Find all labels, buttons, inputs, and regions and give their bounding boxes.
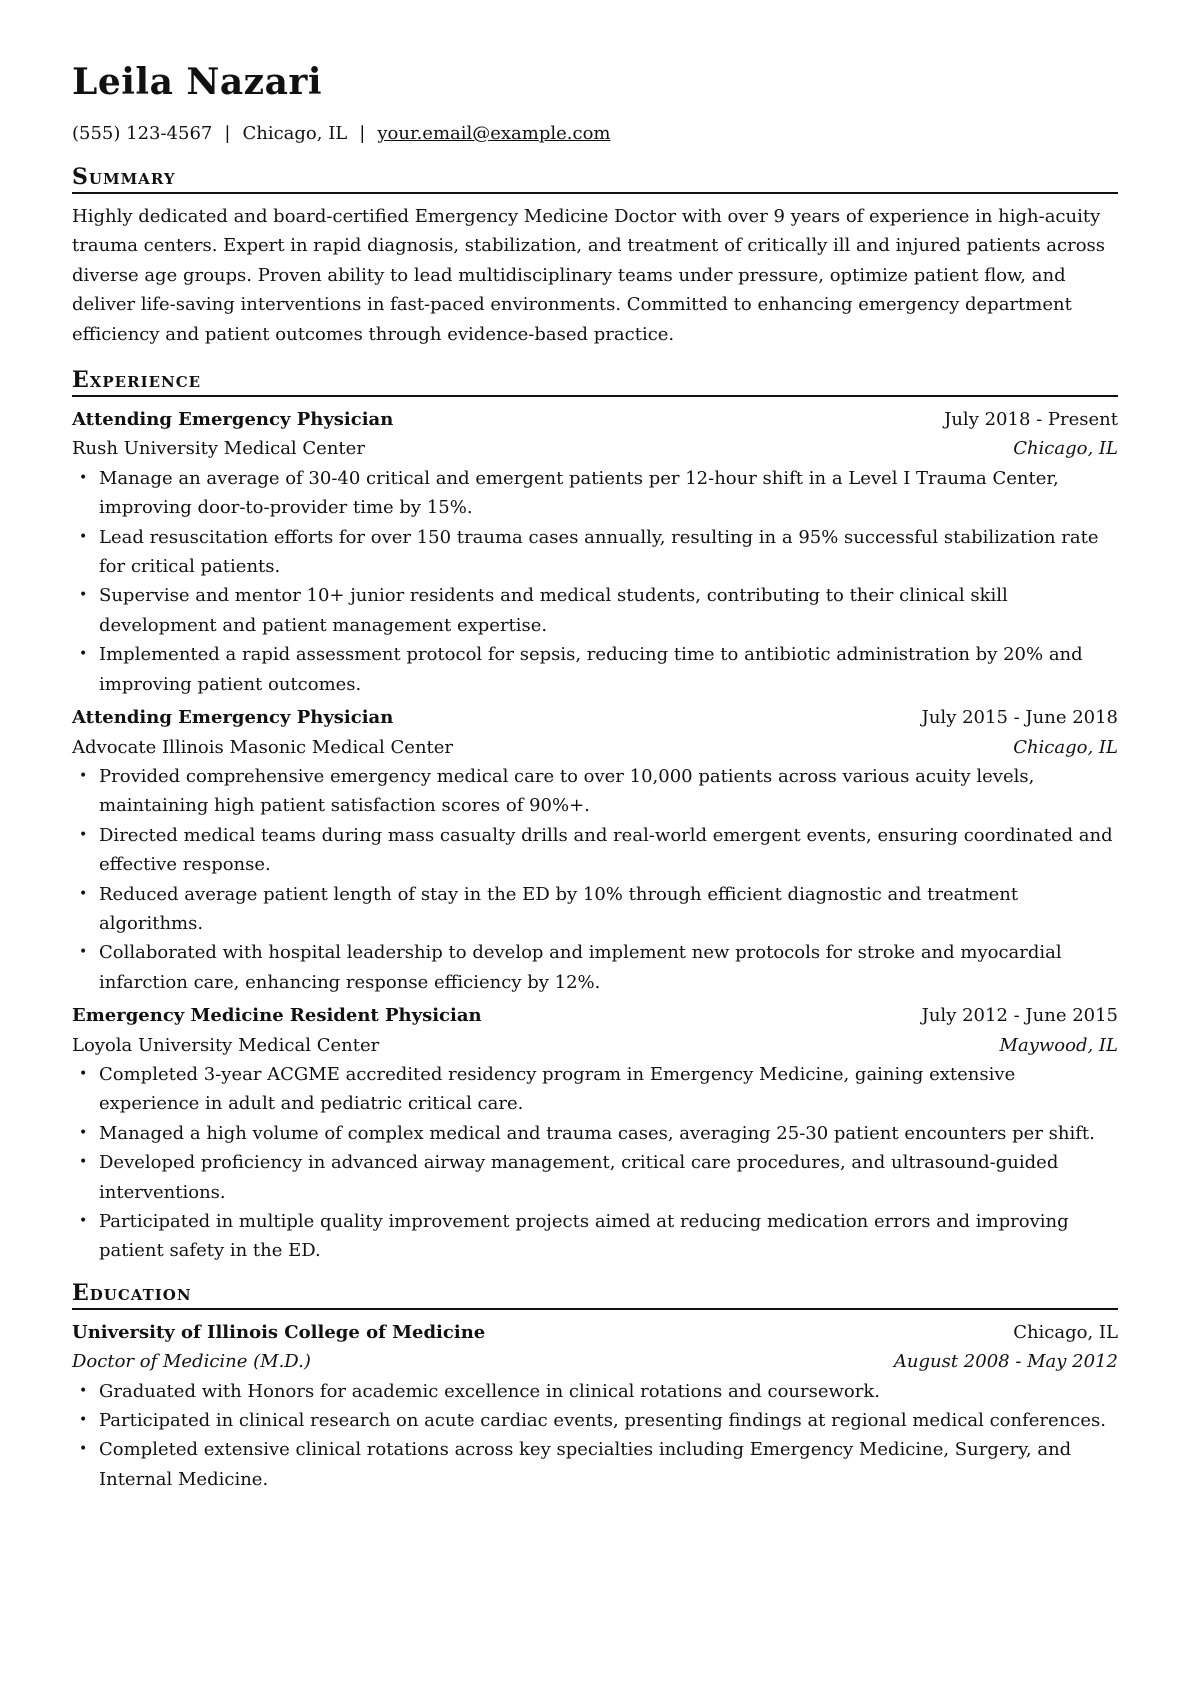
contact-separator: |: [224, 123, 231, 144]
section-title-summary: Summary: [72, 164, 1118, 194]
section-title-experience: Experience: [72, 367, 1118, 397]
candidate-name: Leila Nazari: [72, 61, 323, 103]
list-item: • Implemented a rapid assessment protocol for sepsis, reducing time to antibiotic administration by 20% and improving patient outcomes.: [72, 640, 1118, 699]
list-item: • Collaborated with hospital leadership to develop and implement new protocols for stroke and myocardial infarction care, enhancing response efficiency by 12%.: [72, 938, 1118, 997]
bullet-list: [72, 464, 1118, 699]
bullet-icon: •: [79, 587, 88, 604]
bullet-list: [72, 1060, 1118, 1266]
summary-section: [72, 164, 1118, 349]
list-item: • Participated in clinical research on acute cardiac events, presenting findings at regional medical conferences.: [72, 1406, 1118, 1435]
list-item: • Completed extensive clinical rotations across key specialties including Emergency Medicine, Surgery, and Internal Medicine.: [72, 1435, 1118, 1494]
job-title: Attending Emergency Physician: [72, 707, 394, 729]
bullet-icon: •: [79, 1124, 88, 1141]
bullet-icon: •: [79, 944, 88, 961]
section-title-education: Education: [72, 1280, 1118, 1310]
school-location: Chicago, IL: [1013, 1321, 1118, 1343]
list-item: • Directed medical teams during mass casualty drills and real-world emergent events, ensuring coordinated and effective response.: [72, 821, 1118, 880]
bullet-icon: •: [79, 1412, 88, 1429]
bullet-icon: •: [79, 885, 88, 902]
job-title: Attending Emergency Physician: [72, 409, 394, 431]
bullet-icon: •: [79, 469, 88, 486]
job-location: Maywood, IL: [999, 1034, 1118, 1056]
bullet-icon: •: [79, 767, 88, 784]
bullet-icon: •: [79, 1213, 88, 1229]
list-item: • Supervise and mentor 10+ junior residents and medical students, contributing to their clinical skill development and patient management expertise.: [72, 581, 1118, 640]
experience-section: [72, 367, 1118, 1266]
school-name: University of Illinois College of Medicine: [72, 1321, 486, 1343]
bullet-icon: •: [79, 1065, 88, 1082]
bullet-icon: •: [79, 1382, 88, 1399]
list-item: • Manage an average of 30-40 critical and emergent patients per 12-hour shift in a Level I Trauma Center, improving door-to-provider time by 15%.: [72, 464, 1118, 523]
experience-entry: [72, 1001, 1118, 1266]
education-section: [72, 1280, 1118, 1494]
education-dates: August 2008 - May 2012: [893, 1351, 1118, 1373]
list-item: • Lead resuscitation efforts for over 150 trauma cases annually, resulting in a 95% successful stabilization rate for critical patients.: [72, 523, 1118, 582]
job-location: Chicago, IL: [1013, 736, 1118, 758]
contact-separator: |: [359, 123, 366, 144]
job-dates: July 2015 - June 2018: [921, 707, 1118, 729]
experience-entry: [72, 405, 1118, 699]
list-item: • Graduated with Honors for academic excellence in clinical rotations and coursework.: [72, 1377, 1118, 1406]
job-location: Chicago, IL: [1013, 438, 1118, 460]
summary-text: Highly dedicated and board-certified Emergency Medicine Doctor with over 9 years of experience in high-acuity trauma centers. Expert in rapid diagnosis, stabilization, and treatment of critically ill and injured patients across diverse age groups. Proven ability to lead multidisciplinary teams under pressure, optimize patient flow, and deliver life-saving interventions in fast-paced environments. Committed to enhancing emergency department efficiency and patient outcomes through evidence-based practice.: [72, 206, 1106, 345]
bullet-list: [72, 1377, 1118, 1495]
list-item: • Provided comprehensive emergency medical care to over 10,000 patients across various acuity levels, maintaining high patient satisfaction scores of 90%+.: [72, 762, 1118, 821]
bullet-icon: •: [79, 646, 88, 663]
employer-name: Loyola University Medical Center: [72, 1034, 380, 1056]
education-entry: [72, 1318, 1118, 1494]
list-item: • Developed proficiency in advanced airway management, critical care procedures, and ultrasound-guided interventions.: [72, 1148, 1118, 1207]
bullet-list: [72, 762, 1118, 997]
list-item: • Participated in multiple quality improvement projects aimed at reducing medication errors and improving patient safety in the ED.: [72, 1207, 1118, 1266]
degree-name: Doctor of Medicine (M.D.): [72, 1351, 311, 1373]
email-link[interactable]: your.email@example.com: [377, 123, 611, 144]
employer-name: Advocate Illinois Masonic Medical Center: [72, 736, 454, 758]
bullet-icon: •: [79, 1154, 88, 1171]
contact-line: [72, 122, 1118, 146]
list-item: • Managed a high volume of complex medical and trauma cases, averaging 25-30 patient encounters per shift.: [72, 1119, 1118, 1148]
location: Chicago, IL: [242, 123, 348, 144]
list-item: • Completed 3-year ACGME accredited residency program in Emergency Medicine, gaining extensive experience in adult and pediatric critical care.: [72, 1060, 1118, 1119]
job-dates: July 2012 - June 2015: [921, 1005, 1118, 1027]
job-title: Emergency Medicine Resident Physician: [72, 1005, 482, 1027]
bullet-icon: •: [79, 826, 88, 843]
employer-name: Rush University Medical Center: [72, 438, 365, 460]
list-item: • Reduced average patient length of stay in the ED by 10% through efficient diagnostic and treatment algorithms.: [72, 880, 1118, 939]
job-dates: July 2018 - Present: [944, 409, 1118, 431]
phone-number: (555) 123-4567: [72, 123, 213, 144]
bullet-icon: •: [79, 1441, 88, 1458]
experience-entry: [72, 703, 1118, 997]
bullet-icon: •: [79, 528, 88, 545]
